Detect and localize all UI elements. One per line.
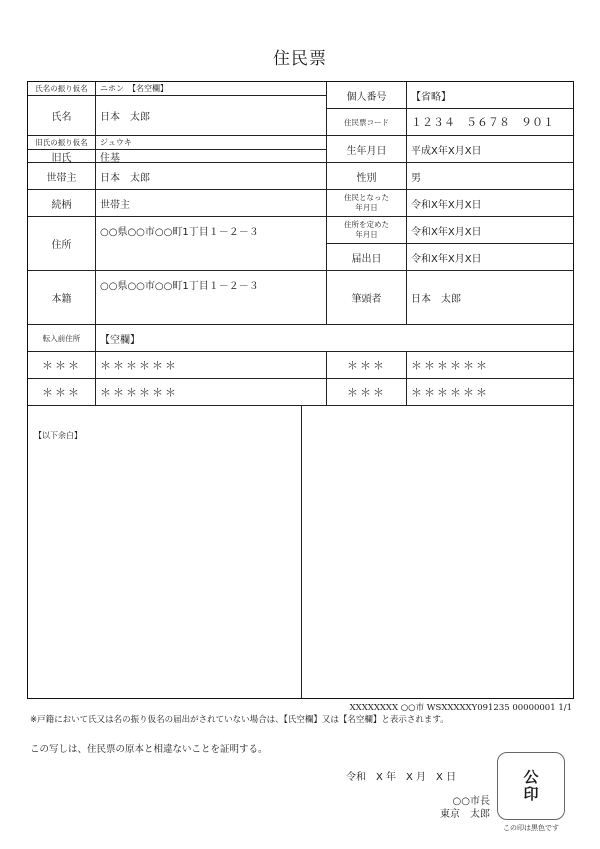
official-seal <box>497 752 565 820</box>
masked-value: ＊＊＊＊＊＊ <box>406 378 574 406</box>
prior-address-label: 転入前住所 <box>27 324 96 352</box>
address-date-label-line1: 住所を定めた <box>344 220 389 229</box>
remarks-left-text: 【以下余白】 <box>34 431 82 440</box>
seal-char-2: 印 <box>523 785 539 803</box>
household-head-value: 日本 太郎 <box>95 162 327 190</box>
family-head-value: 日本 太郎 <box>406 270 574 325</box>
resident-date-label <box>326 189 407 217</box>
remarks-right <box>301 405 574 699</box>
resident-code-label: 住民票コード <box>326 108 407 136</box>
certification-text: この写しは、住民票の原本と相違ないことを証明する。 <box>30 744 268 755</box>
furigana-note: ※戸籍において氏又は名の振り仮名の届出がされていない場合は、【氏空欄】又は【名空欄】と表示されます。 <box>30 715 449 725</box>
old-surname-label: 旧氏 <box>27 149 96 163</box>
household-head-label: 世帯主 <box>27 162 96 190</box>
prior-address-value: 【空欄】 <box>95 324 574 352</box>
family-head-label: 筆頭者 <box>326 270 407 325</box>
seal-char-1: 公 <box>523 768 539 786</box>
address-value: ○○県○○市○○町1丁目１－２－３ <box>95 216 327 271</box>
name-label: 氏名 <box>27 95 96 136</box>
mynumber-label: 個人番号 <box>326 81 407 109</box>
address-date-value: 令和X年X月X日 <box>406 216 574 244</box>
relationship-label: 続柄 <box>27 189 96 217</box>
resident-code-value: １２３４ ５６７８ ９０１ <box>406 108 574 136</box>
masked-label: ＊＊＊ <box>326 351 407 379</box>
relationship-value: 世帯主 <box>95 189 327 217</box>
masked-value: ＊＊＊＊＊＊ <box>95 351 327 379</box>
masked-label: ＊＊＊ <box>326 378 407 406</box>
resident-date-value: 令和X年X月X日 <box>406 189 574 217</box>
remarks-left <box>27 405 302 699</box>
masked-label: ＊＊＊ <box>27 378 96 406</box>
old-furigana-value: ジュウキ <box>95 135 327 150</box>
old-furigana-label: 旧氏の振り仮名 <box>27 135 96 150</box>
furigana-label: 氏名の振り仮名 <box>27 81 96 96</box>
mynumber-value: 【省略】 <box>406 81 574 109</box>
sex-value: 男 <box>406 162 574 190</box>
resident-date-label-line2: 年月日 <box>355 203 378 212</box>
domicile-value: ○○県○○市○○町1丁目１－２－３ <box>95 270 327 325</box>
masked-value: ＊＊＊＊＊＊ <box>95 378 327 406</box>
seal-caption: この印は黒色です <box>503 824 559 832</box>
masked-label: ＊＊＊ <box>27 351 96 379</box>
domicile-label: 本籍 <box>27 270 96 325</box>
address-date-label <box>326 216 407 244</box>
sex-label: 性別 <box>326 162 407 190</box>
name-value: 日本 太郎 <box>95 95 327 136</box>
resident-date-label-line1: 住民となった <box>344 193 389 202</box>
birthdate-value: 平成X年X月X日 <box>406 135 574 163</box>
address-label: 住所 <box>27 216 96 271</box>
furigana-value: ニホン 【名空欄】 <box>95 81 327 96</box>
birthdate-label: 生年月日 <box>326 135 407 163</box>
masked-value: ＊＊＊＊＊＊ <box>406 351 574 379</box>
document-title: 住民票 <box>273 49 327 69</box>
notification-date-label: 届出日 <box>326 243 407 271</box>
mayor-title: ○○市長 <box>452 796 490 807</box>
old-surname-value: 住基 <box>95 149 327 163</box>
notification-date-value: 令和X年X月X日 <box>406 243 574 271</box>
address-date-label-line2: 年月日 <box>355 230 378 239</box>
mayor-name: 東京 太郎 <box>440 809 490 820</box>
serial-number: XXXXXXXX ○○市 WSXXXXXY091235 00000001 1/1 <box>349 703 572 713</box>
issue-date: 令和 X 年 X 月 X 日 <box>346 772 457 783</box>
